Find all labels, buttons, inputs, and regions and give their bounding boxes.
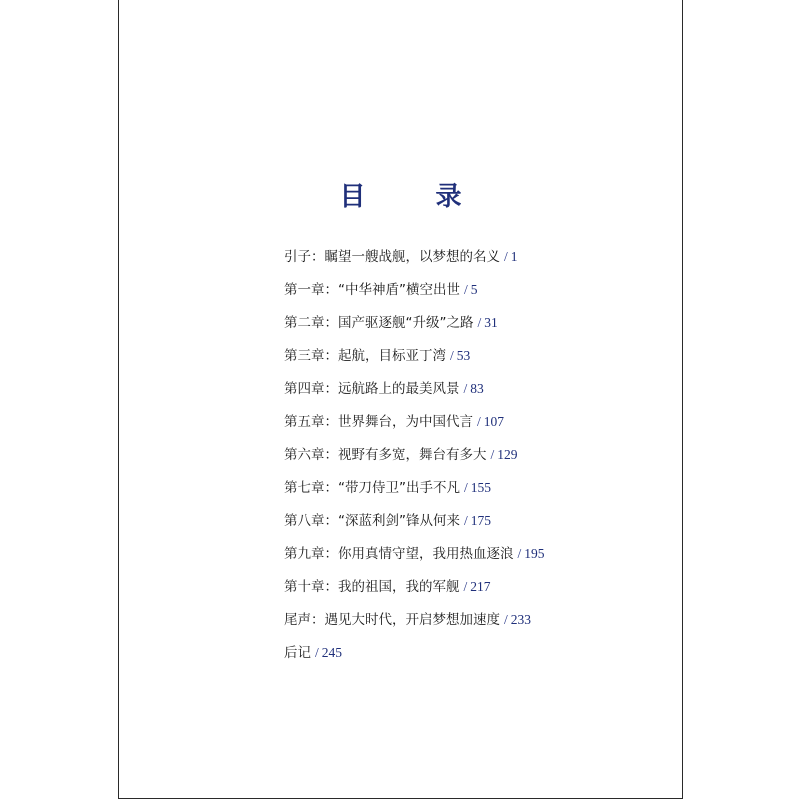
entry-page-number: 217 bbox=[470, 579, 491, 594]
entry-page-number: 31 bbox=[484, 315, 498, 330]
entry-page-number: 107 bbox=[483, 414, 505, 429]
entry-title: 第五章：世界舞台，为中国代言 bbox=[284, 414, 473, 430]
entry-title: 第九章：你用真情守望，我用热血逐浪 bbox=[284, 546, 514, 562]
entry-title: 第七章：“带刀侍卫”出手不凡 bbox=[284, 480, 460, 496]
entry-separator: / bbox=[315, 645, 319, 660]
entry-separator: / bbox=[464, 513, 468, 528]
entry-separator: / bbox=[464, 282, 468, 297]
entry-separator: / bbox=[490, 447, 495, 462]
entry-page-number: 53 bbox=[456, 348, 471, 363]
toc-entry-chapter-3 bbox=[284, 344, 545, 377]
entry-separator: / bbox=[517, 546, 522, 561]
entry-page-number: 195 bbox=[524, 546, 545, 561]
entry-title: 第十章：我的祖国，我的军舰 bbox=[284, 579, 460, 595]
toc-entry-chapter-8 bbox=[284, 509, 545, 542]
entry-separator: / bbox=[504, 249, 508, 264]
entry-page-number: 245 bbox=[321, 645, 343, 660]
entry-page-number: 155 bbox=[470, 480, 492, 495]
toc-entry-chapter-7 bbox=[284, 476, 545, 509]
toc-entry-chapter-10 bbox=[284, 575, 545, 608]
toc-entry-chapter-2 bbox=[284, 311, 545, 344]
entry-page-number: 129 bbox=[497, 447, 518, 462]
toc-entry-chapter-4 bbox=[284, 377, 545, 410]
entry-page-number: 5 bbox=[470, 282, 478, 297]
entry-page-number: 175 bbox=[470, 513, 492, 528]
entry-separator: / bbox=[477, 315, 482, 330]
entry-title: 引子：瞩望一艘战舰，以梦想的名义 bbox=[284, 249, 500, 265]
toc-entry-epilogue bbox=[284, 608, 545, 641]
entry-separator: / bbox=[464, 480, 468, 495]
entry-page-number: 1 bbox=[510, 249, 518, 264]
book-page bbox=[118, 0, 683, 799]
entry-separator: / bbox=[504, 612, 508, 627]
entry-title: 尾声：遇见大时代，开启梦想加速度 bbox=[284, 612, 500, 628]
entry-page-number: 83 bbox=[470, 381, 484, 396]
toc-entry-chapter-9 bbox=[284, 542, 545, 575]
entry-page-number: 233 bbox=[510, 612, 532, 627]
entry-title: 后记 bbox=[284, 645, 311, 661]
entry-title: 第二章：国产驱逐舰“升级”之路 bbox=[284, 315, 474, 331]
entry-title: 第四章：远航路上的最美风景 bbox=[284, 381, 460, 397]
entry-separator: / bbox=[463, 579, 468, 594]
toc-entry-chapter-5 bbox=[284, 410, 545, 443]
entry-title: 第八章：“深蓝利剑”锋从何来 bbox=[284, 513, 460, 529]
entry-title: 第三章：起航，目标亚丁湾 bbox=[284, 348, 446, 364]
entry-separator: / bbox=[450, 348, 454, 363]
toc-entry-prologue bbox=[284, 245, 545, 278]
entry-title: 第六章：视野有多宽，舞台有多大 bbox=[284, 447, 487, 463]
toc-entry-chapter-1 bbox=[284, 278, 545, 311]
entry-separator: / bbox=[463, 381, 468, 396]
toc-list bbox=[284, 245, 545, 674]
toc-entry-chapter-6 bbox=[284, 443, 545, 476]
toc-entry-afterword bbox=[284, 641, 545, 674]
toc-heading: 目 录 bbox=[339, 182, 484, 212]
entry-separator: / bbox=[477, 414, 481, 429]
entry-title: 第一章：“中华神盾”横空出世 bbox=[284, 282, 460, 298]
